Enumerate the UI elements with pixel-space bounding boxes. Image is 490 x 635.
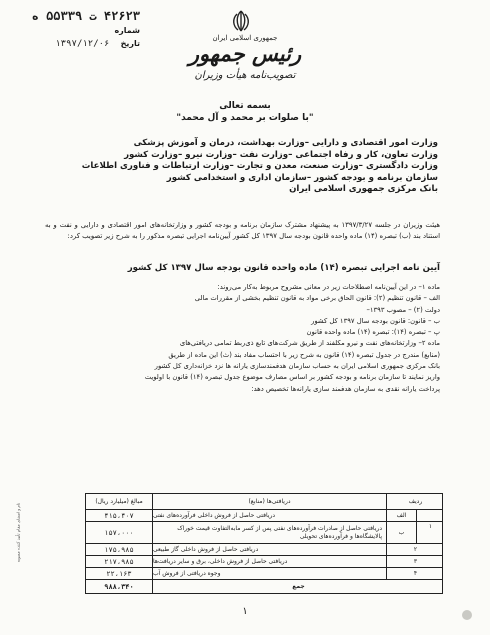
recipient-line: وزارت امور اقتصادی و دارایی –وزارت بهداشت، درمان و آموزش پزشکی	[133, 138, 438, 148]
table-header-amount: مبالغ (میلیارد ریال)	[95, 497, 143, 505]
basmala	[150, 100, 340, 124]
body-line: ماده ۱– در این آیین‌نامه اصطلاحات زیر در معانی مشروح مربوط به‌کار می‌روند:	[217, 283, 440, 291]
page-number: ۱	[242, 606, 248, 617]
table-total-label: جمع	[152, 580, 444, 594]
table-cell-amount: ۴۱۵،۴۰۷	[104, 511, 134, 520]
body-line: پرداخت یارانه نقدی به سازمان هدفمند سازی یارانه‌ها تخصیص دهد:	[251, 384, 440, 393]
table-row	[86, 522, 442, 544]
body-line: ب – قانون: قانون بودجه سال ۱۳۹۷ کل کشور	[311, 316, 440, 325]
table-total-row	[86, 580, 442, 594]
letter-date-row	[10, 37, 140, 51]
table-cell-row-no: ۳	[386, 556, 444, 567]
table-cell-row-no: ۲	[386, 544, 444, 555]
table-cell-amount: ۱۷۵،۹۸۵	[104, 545, 134, 554]
table-cell-amount: ۲۲،۱۶۳	[106, 569, 132, 578]
table-cell-row-no: ۱	[416, 510, 444, 543]
letter-date-value: ۱۳۹۷/۱۲/۰۶	[55, 39, 110, 49]
table-row	[86, 568, 442, 580]
letterhead-country: جمهوری اسلامی ایران	[212, 34, 278, 42]
basmala-line-1: بسمه تعالی	[219, 101, 271, 111]
letterhead	[140, 34, 350, 81]
letter-date-label: تاریخ	[120, 39, 140, 48]
body-line: ماده ۲– وزارتخانه‌های نفت و نیرو مکلفند از طریق شرکت‌های تابع ذی‌ربط تمامی دریافتی‌های	[179, 339, 440, 348]
body-line: پ – تبصره (۱۴): تبصره (۱۴) ماده واحده قانون	[306, 328, 440, 337]
table-cell-desc: دریافتی حاصل از صادرات فرآورده‌های نفتی پس از کسر مابه‌التفاوت قیمت خوراک پالایشگاه‌ها و فرآورده‌های تحویلی	[152, 522, 386, 543]
national-emblem-icon	[228, 8, 254, 34]
recipients-list	[60, 138, 438, 196]
table-header-row-no: ردیف	[386, 494, 444, 509]
punch-hole	[462, 610, 472, 620]
table-row	[86, 556, 442, 568]
table-row	[86, 510, 442, 522]
table-cell-amount: ۲۱۷،۹۸۵	[104, 557, 134, 566]
letterhead-subtitle: تصویب‌نامه هیأت وزیران	[194, 70, 296, 81]
regulation-title: آیین نامه اجرایی تبصره (۱۴) ماده واحده قانون بودجه سال ۱۳۹۷ کل کشور	[127, 263, 440, 273]
regulation-body	[45, 282, 440, 395]
table-cell-row-no: ۴	[386, 568, 444, 579]
table-header-row	[86, 494, 442, 510]
body-line: بانک مرکزی جمهوری اسلامی ایران به حساب سازمان هدفمندسازی یارانه ها نزد خزانه‌داری کل کشور	[154, 362, 440, 371]
margin-note	[8, 470, 21, 610]
table-total-value: ۹۸۸،۳۴۰	[104, 583, 134, 591]
letter-number-row	[10, 10, 140, 24]
recipient-line: سازمان برنامه و بودجه کشور –سازمان اداری و استخدامی کشور	[166, 172, 438, 183]
letterhead-office: رئیس جمهور	[188, 41, 302, 66]
body-line: دولت (۲) – مصوب ۱۳۹۳–	[366, 305, 440, 314]
table-cell-desc: دریافتی حاصل از فروش داخلی فرآورده‌های نفتی	[152, 510, 386, 521]
table-cell-desc: دریافتی حاصل از فروش داخلی گاز طبیعی	[152, 544, 386, 555]
recipient-line: وزارت تعاون، کار و رفاه اجتماعی –وزارت نفت –وزارت نیرو –وزارت کشور	[124, 149, 438, 160]
table-cell-sub: ب	[386, 522, 416, 543]
table-cell-amount: ۱۵۷،۰۰۰	[104, 528, 134, 537]
recipient-line: وزارت دادگستری –وزارت صنعت، معدن و تجارت –وزارت ارتباطات و فناوری اطلاعات	[81, 161, 438, 171]
letter-number-label-row	[10, 24, 140, 37]
letter-meta	[10, 10, 140, 51]
table-cell-desc: دریافتی حاصل از فروش داخلی، برق و سایر دریافت‌ها	[152, 556, 386, 567]
body-line: واریز نمایند تا سازمان برنامه و بودجه کشور بر اساس مصارف موضوع جدول تبصره (۱۴) قانون با اولویت	[144, 373, 440, 382]
table-row	[86, 544, 442, 556]
basmala-line-2: "با صلوات بر محمد و آل محمد"	[176, 113, 314, 123]
recipient-line: بانک مرکزی جمهوری اسلامی ایران	[289, 184, 438, 194]
body-line: الف – قانون تنظیم (۲): قانون الحاق برخی مواد به قانون تنظیم بخشی از مقررات مالی	[194, 294, 440, 303]
table-header-desc: دریافتی‌ها (منابع)	[152, 494, 386, 509]
letter-number-value: ۴۲۶۲۳ ت ۵۵۳۳۹ ه	[31, 9, 140, 23]
letter-number-label: شماره	[114, 26, 140, 35]
revenue-table	[85, 493, 443, 594]
body-line: (منابع) مندرج در جدول تبصره (۱۴) قانون به شرح زیر با احتساب مفاد بند (ث) این ماده از طریق	[168, 350, 440, 359]
intro-paragraph: هیئت وزیران در جلسه ۱۳۹۷/۳/۲۷ به پیشنهاد مشترک سازمان برنامه و بودجه کشور و وزارتخانه‌های امور اقتصادی و دارایی و نفت و به استناد بند (ب) تبصره (۱۴) ماده واحده قانون بودجه سال ۱۳۹۷ کل کشور آیین‌نامه اجرایی تبصره مذکور را به شرح زیر تصویب کرد:	[45, 221, 440, 240]
table-cell-sub: الف	[386, 510, 416, 521]
margin-note-text: نام و امضای مقام تأیید کننده مصوبه	[15, 502, 21, 563]
table-cell-desc: وجوه دریافتی از فروش آب	[152, 568, 386, 579]
